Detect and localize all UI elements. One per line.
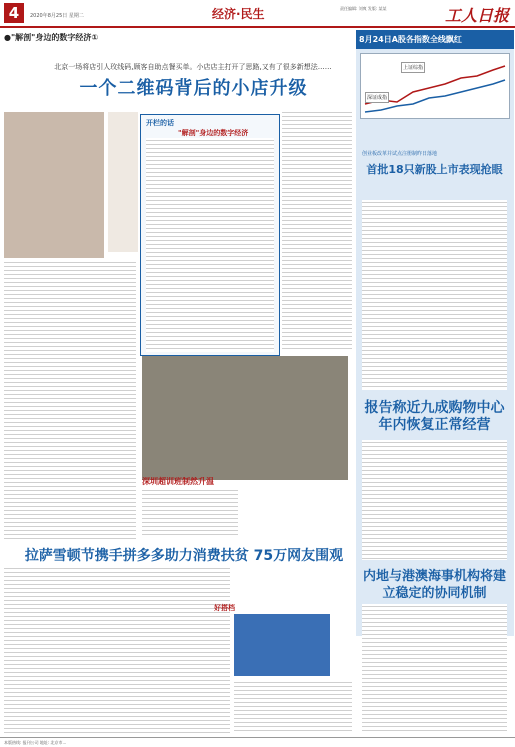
sz-index-label: 深证成指 xyxy=(365,92,389,103)
main-headline: 一个二维码背后的小店升级 xyxy=(79,78,308,99)
page-footer: 本版热线: 报刊公司 地址: 北京市... xyxy=(0,737,515,747)
feature-headline-1: 首批18只新股上市表现抢眼 xyxy=(366,163,503,176)
market-chart xyxy=(360,53,510,119)
feature-text-2 xyxy=(362,440,507,560)
photo-lhasa-event xyxy=(234,614,330,676)
editor-credit: 责任编辑: 刘爽 发版: 某某 xyxy=(340,6,387,11)
photo-qr-code xyxy=(108,112,138,252)
feature-headline-2: 报告称近九成购物中心年内恢复正常经营 xyxy=(364,400,505,433)
page-header-bar xyxy=(0,0,515,28)
article-body-col1 xyxy=(4,260,136,540)
issue-date: 2020年8月25日 星期二 xyxy=(30,13,84,19)
newspaper-logo: 工人日报 xyxy=(444,6,509,25)
secondary-headline: 拉萨雪顿节携手拼多多助力消费扶贫 75万网友围观 xyxy=(24,548,344,564)
column-intro-title: 开栏的话 xyxy=(146,119,174,127)
feature-headline-3: 内地与港澳海事机构将建立稳定的协同机制 xyxy=(362,569,506,601)
column-intro-text xyxy=(146,138,274,352)
feature-text-3 xyxy=(362,604,507,732)
photo-caption: 深圳超训班制然升温 xyxy=(142,477,214,486)
feature-text-1 xyxy=(362,200,507,390)
series-label: ●"解剖"身边的数字经济① xyxy=(4,33,99,42)
article2-body-right xyxy=(234,680,352,734)
photo-shop-owner xyxy=(4,112,104,258)
page-number: 4 xyxy=(4,3,24,23)
article2-body xyxy=(4,566,230,734)
sidebar-title: 8月24日A股各指数全线飘红 xyxy=(356,30,514,49)
caption-text xyxy=(142,488,238,538)
section-name: 经济·民生 xyxy=(212,7,265,21)
article-body-col3 xyxy=(282,110,352,350)
kicker: 北京一场将店引人玫线码,顾客自助点餐买单。小店店主打开了思路,又有了很多新想法…… xyxy=(54,63,332,71)
chart-lines xyxy=(361,54,509,120)
sh-index-label: 上证综指 xyxy=(401,62,425,73)
column-intro-subtitle: "解剖"身边的数字经济 xyxy=(178,129,249,137)
photo-training-class xyxy=(142,356,348,480)
wire-summary: 创业板改革并试点注册制昨日落地 xyxy=(362,151,438,157)
article2-subhead: 好搭档 xyxy=(214,604,235,612)
